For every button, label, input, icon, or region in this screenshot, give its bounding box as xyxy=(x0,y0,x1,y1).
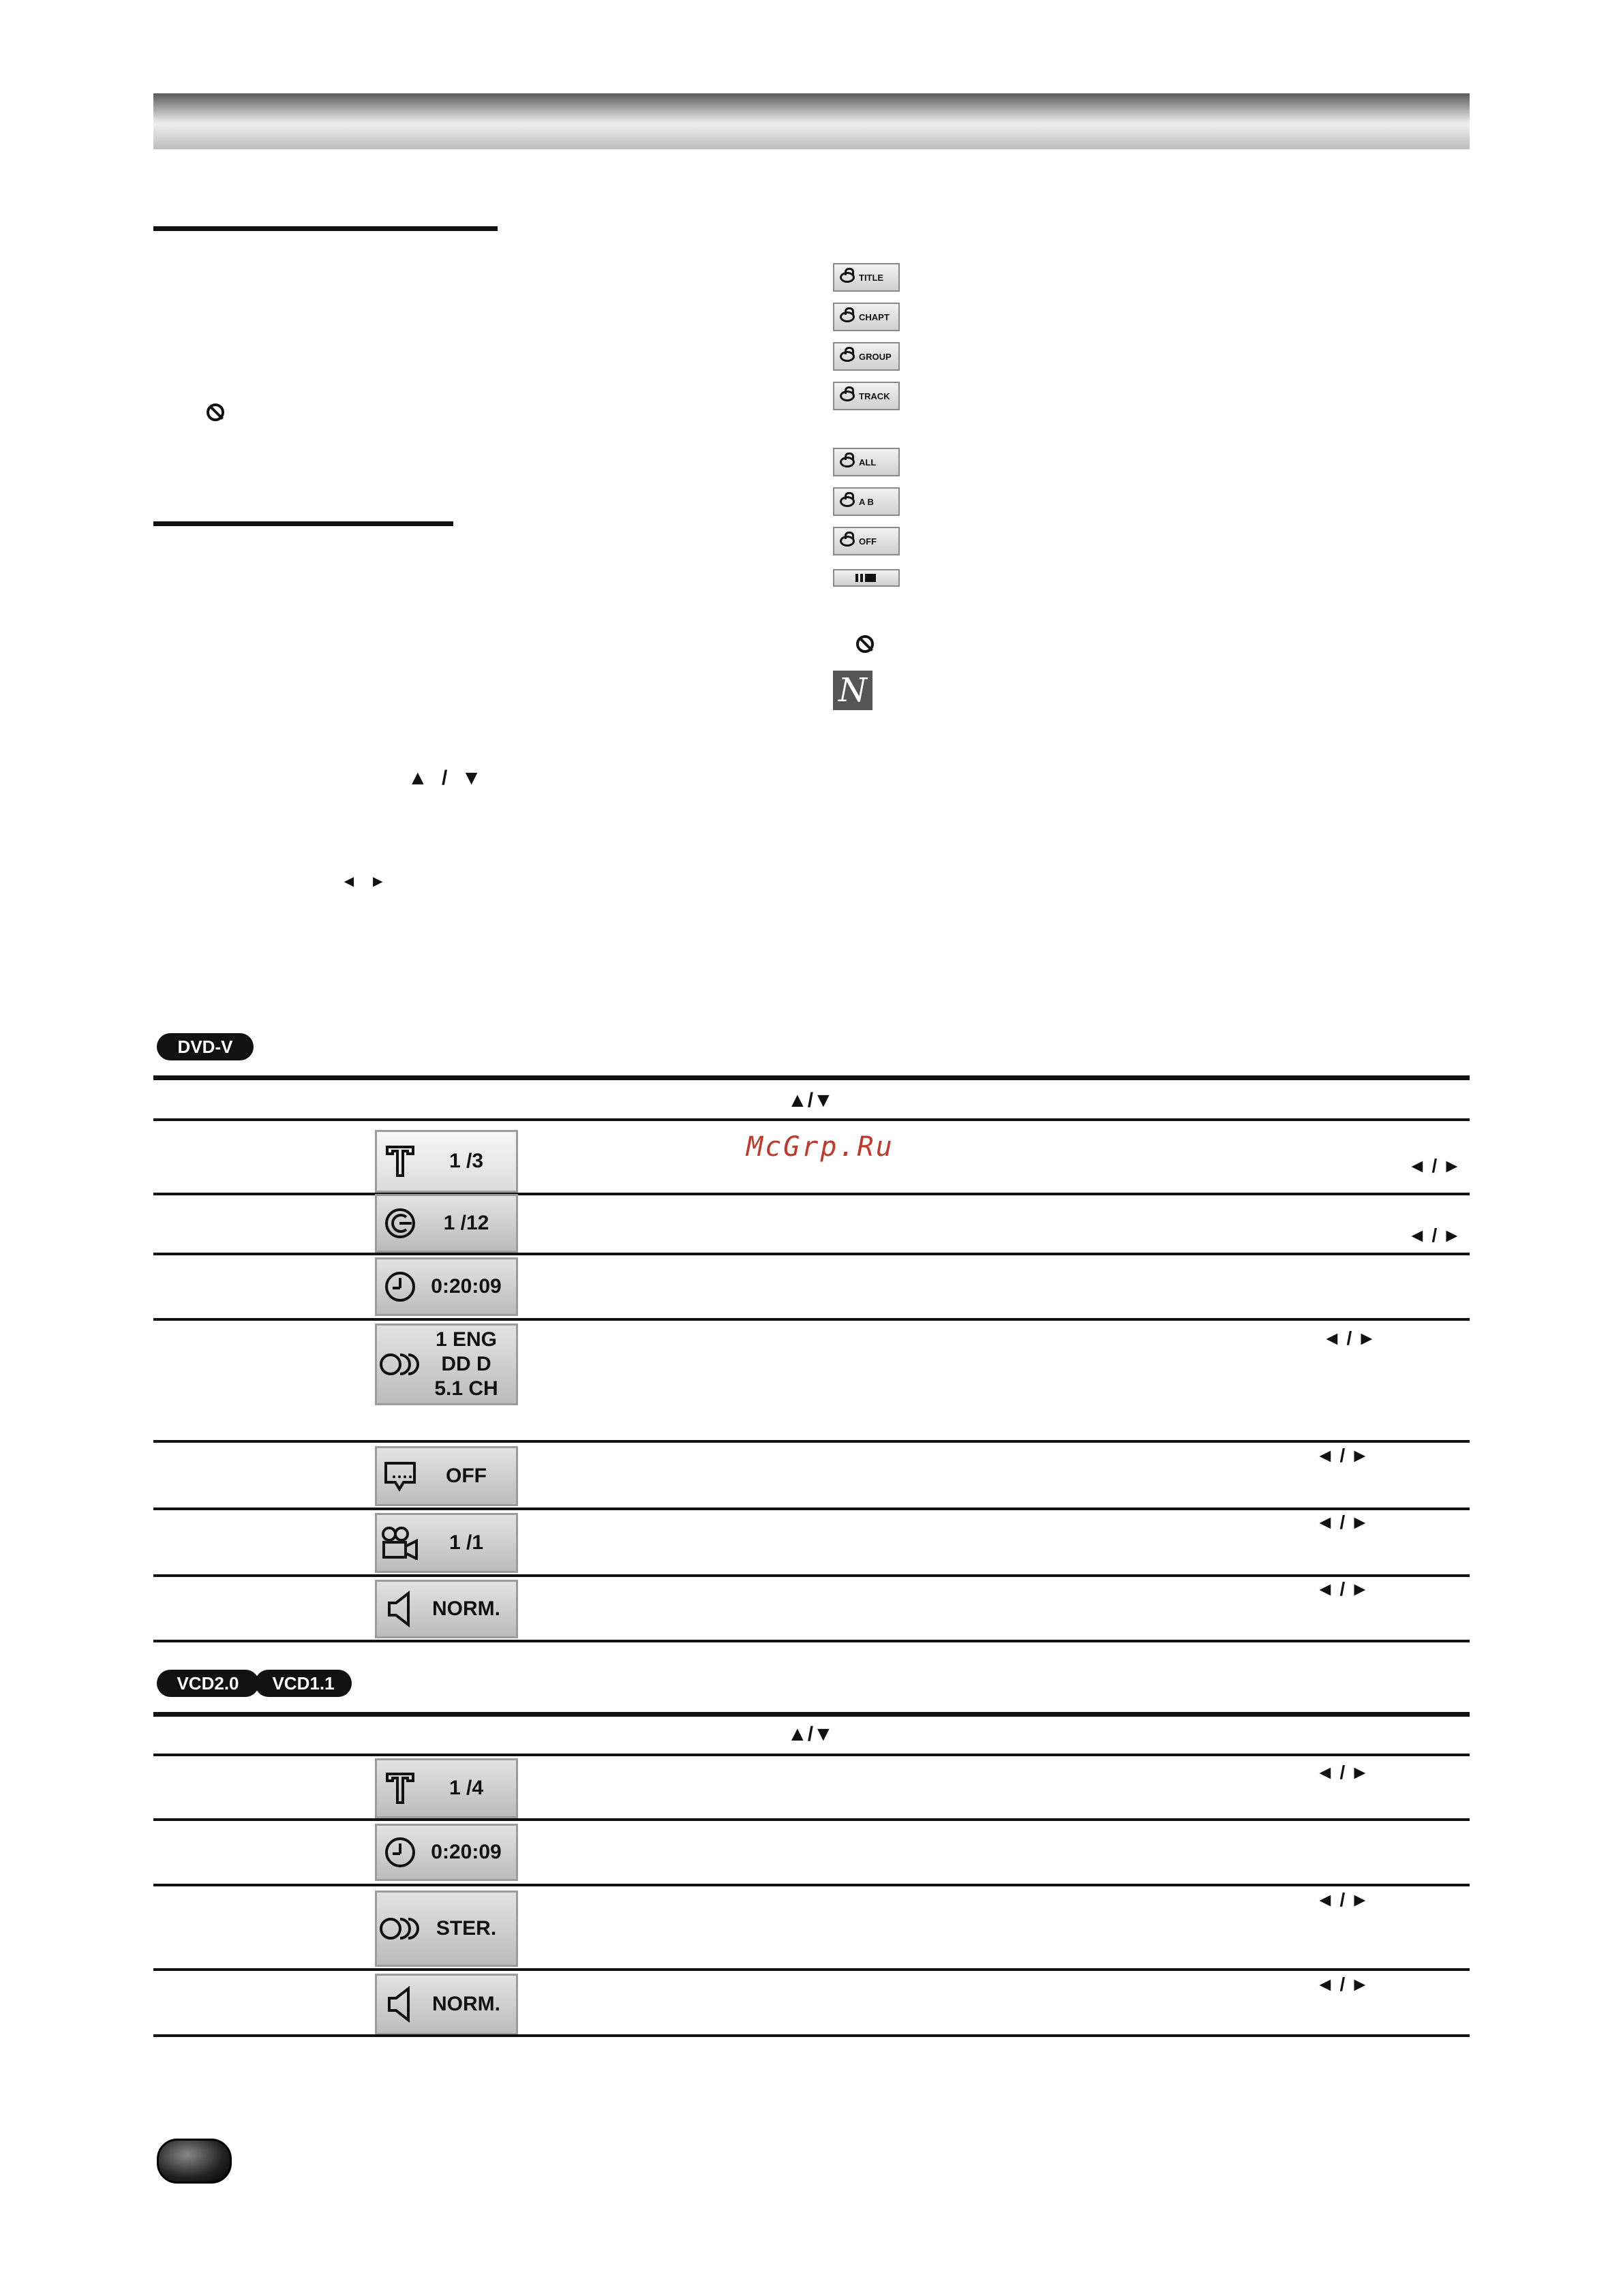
subtitle-icon xyxy=(377,1460,423,1492)
repeat-icon xyxy=(840,536,855,547)
row-divider xyxy=(153,1507,1470,1510)
row-divider xyxy=(153,1818,1470,1821)
row-divider xyxy=(153,1884,1470,1886)
clock-icon xyxy=(377,1270,423,1304)
key-label: CHAPT xyxy=(859,311,890,322)
osd-time xyxy=(375,1824,518,1881)
left-right-arrows: ◄ / ► xyxy=(1408,1225,1461,1246)
osd-value: 1 /1 xyxy=(449,1531,484,1554)
resume-bars-icon xyxy=(854,572,879,583)
osd-value xyxy=(423,1328,516,1401)
title-icon xyxy=(377,1771,423,1805)
row-divider xyxy=(153,1318,1470,1321)
up-down-arrows: ▲ / ▼ xyxy=(408,767,486,789)
row-divider xyxy=(153,1118,1470,1121)
row-divider xyxy=(153,2034,1470,2037)
osd-value: OFF xyxy=(446,1465,487,1487)
row-divider xyxy=(153,1574,1470,1577)
osd-chapter xyxy=(375,1194,518,1253)
key-label: OFF xyxy=(859,536,877,547)
left-right-arrows: ◄ ► xyxy=(341,872,391,891)
row-divider xyxy=(153,1253,1470,1255)
repeat-icon xyxy=(840,457,855,468)
osd-audio xyxy=(375,1323,518,1405)
page-tab xyxy=(157,2139,232,2184)
table-top-rule xyxy=(153,1075,1470,1080)
osd-value-line: 1 ENG xyxy=(435,1328,498,1351)
osd-value: 1 /3 xyxy=(449,1150,484,1172)
key-label: A B xyxy=(859,496,874,507)
resume-indicator xyxy=(833,569,900,587)
speaker-icon xyxy=(377,1986,423,2023)
speaker-icon xyxy=(377,1591,423,1627)
repeat-icon xyxy=(840,272,855,283)
prohibited-icon xyxy=(207,403,224,421)
header-arrows: ▲/▼ xyxy=(787,1089,834,1112)
repeat-icon xyxy=(840,496,855,507)
osd-value: STER. xyxy=(436,1917,497,1940)
prohibited-icon xyxy=(856,635,874,653)
header-arrows: ▲/▼ xyxy=(787,1723,834,1745)
watermark: McGrp.Ru xyxy=(746,1131,894,1163)
row-divider xyxy=(153,1968,1470,1971)
repeat-track-key xyxy=(833,382,900,410)
osd-title xyxy=(375,1130,518,1193)
repeat-chapter-key xyxy=(833,303,900,331)
left-right-arrows: ◄ / ► xyxy=(1316,1889,1369,1910)
section-rule-2 xyxy=(153,521,453,526)
key-label: GROUP xyxy=(859,351,892,362)
osd-audio xyxy=(375,1891,518,1967)
repeat-ab-key xyxy=(833,487,900,516)
osd-time xyxy=(375,1257,518,1316)
osd-value: NORM. xyxy=(432,1993,500,2015)
row-divider xyxy=(153,1193,1470,1195)
row-divider xyxy=(153,1440,1470,1443)
repeat-off-key xyxy=(833,527,900,555)
repeat-icon xyxy=(840,351,855,362)
header-bar xyxy=(153,93,1470,149)
table-top-rule xyxy=(153,1712,1470,1717)
osd-sound xyxy=(375,1580,518,1638)
osd-title xyxy=(375,1758,518,1818)
repeat-icon xyxy=(840,391,855,401)
osd-sound xyxy=(375,1974,518,2035)
osd-angle xyxy=(375,1513,518,1573)
dvd-badge: DVD-V xyxy=(157,1033,254,1060)
left-right-arrows: ◄ / ► xyxy=(1408,1155,1461,1176)
audio-icon xyxy=(377,1351,423,1378)
osd-subtitle xyxy=(375,1446,518,1506)
osd-value-line: DD D xyxy=(441,1353,491,1375)
osd-value: 0:20:09 xyxy=(431,1841,502,1863)
left-right-arrows: ◄ / ► xyxy=(1316,1762,1369,1783)
repeat-group-key xyxy=(833,342,900,371)
left-right-arrows: ◄ / ► xyxy=(1316,1974,1369,1995)
osd-value-line: 5.1 CH xyxy=(434,1377,498,1400)
n-logo-icon: N xyxy=(833,671,873,710)
key-label: TRACK xyxy=(859,391,890,401)
row-divider xyxy=(153,1640,1470,1642)
section-rule-1 xyxy=(153,226,498,231)
repeat-icon xyxy=(840,311,855,322)
clock-icon xyxy=(377,1835,423,1869)
audio-icon xyxy=(377,1915,423,1942)
chapter-icon xyxy=(377,1206,423,1240)
left-right-arrows: ◄ / ► xyxy=(1316,1578,1369,1599)
key-label: ALL xyxy=(859,457,877,468)
key-label: TITLE xyxy=(859,272,884,283)
repeat-title-key xyxy=(833,263,900,292)
osd-value: 1 /12 xyxy=(443,1212,489,1234)
repeat-all-key xyxy=(833,448,900,476)
left-right-arrows: ◄ / ► xyxy=(1316,1512,1369,1533)
left-right-arrows: ◄ / ► xyxy=(1316,1445,1369,1466)
row-divider xyxy=(153,1754,1470,1756)
osd-value: 1 /4 xyxy=(449,1777,484,1799)
left-right-arrows: ◄ / ► xyxy=(1322,1328,1376,1349)
title-icon xyxy=(377,1144,423,1178)
camera-angle-icon xyxy=(377,1526,423,1560)
osd-value: NORM. xyxy=(432,1597,500,1620)
vcd20-badge: VCD2.0 xyxy=(157,1670,259,1697)
vcd11-badge: VCD1.1 xyxy=(255,1670,352,1697)
osd-value: 0:20:09 xyxy=(431,1275,502,1298)
